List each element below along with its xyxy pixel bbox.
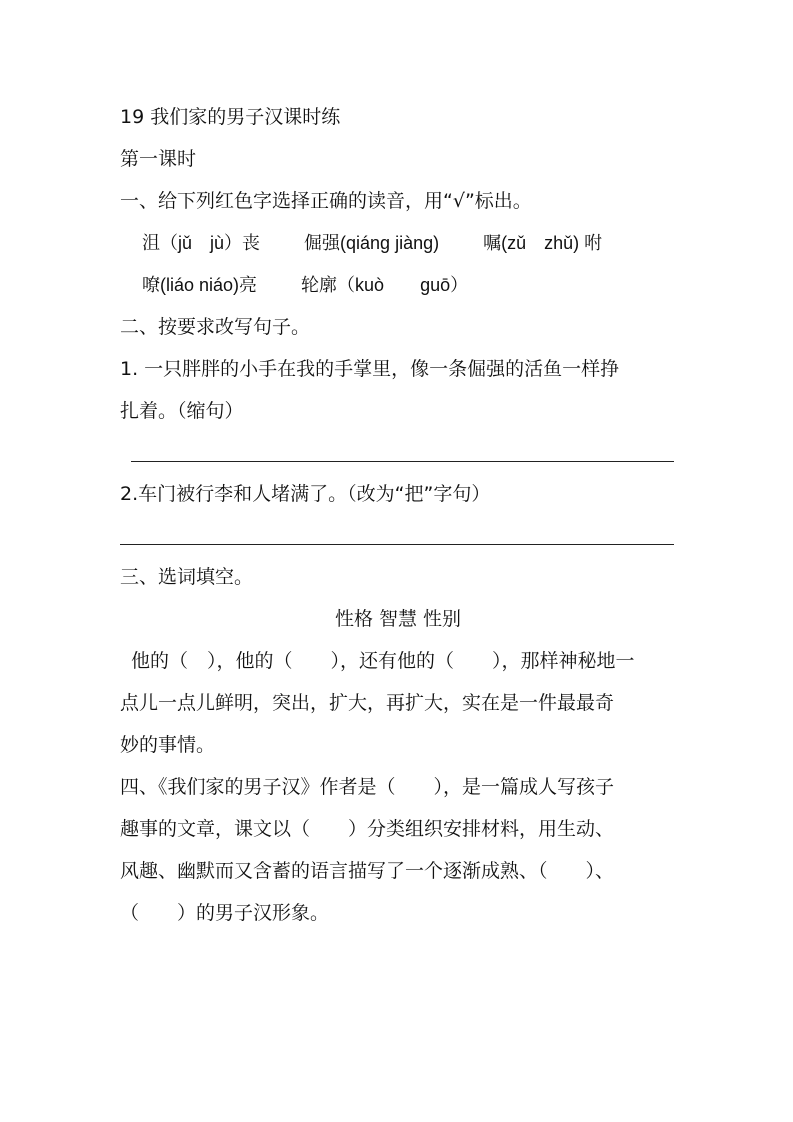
q2-sentence-1-line-1: 1. 一只胖胖的小手在我的手掌里，像一条倔强的活鱼一样挣 bbox=[120, 358, 620, 380]
lesson-label: 第一课时 bbox=[120, 148, 197, 170]
q1-row-1 bbox=[142, 230, 698, 256]
q1-item-lunkuo: 轮廓（kuò guō） bbox=[301, 275, 469, 295]
q1-item-jusang: 沮（jǔ jù）丧 bbox=[142, 233, 261, 253]
q4-line-4: （ ）的男子汉形象。 bbox=[120, 902, 330, 924]
q3-passage-line-2: 点儿一点儿鲜明，突出，扩大，再扩大，实在是一件最最奇 bbox=[120, 692, 615, 714]
page-title: 19 我们家的男子汉课时练 bbox=[120, 106, 341, 128]
q2-sentence-1-line-2: 扎着。（缩句） bbox=[120, 400, 244, 422]
answer-line-1[interactable] bbox=[131, 461, 674, 462]
q1-item-zhufu: 嘱(zǔ zhǔ) 咐 bbox=[483, 233, 603, 253]
q3-passage-line-1: 他的（ ），他的（ ），还有他的（ ），那样神秘地一 bbox=[131, 650, 635, 672]
q1-item-juejiang: 倔强(qiánɡ jiàng) bbox=[304, 233, 440, 253]
q1-heading: 一、给下列红色字选择正确的读音，用“√”标出。 bbox=[120, 190, 532, 212]
q3-word-bank: 性格 智慧 性别 bbox=[334, 608, 462, 630]
q2-sentence-2: 2.车门被行李和人堵满了。（改为“把”字句） bbox=[120, 483, 491, 505]
q2-heading: 二、按要求改写句子。 bbox=[120, 316, 311, 338]
q4-line-3: 风趣、幽默而又含蓄的语言描写了一个逐渐成熟、（ ）、 bbox=[120, 860, 615, 882]
q1-row-2 bbox=[142, 272, 698, 298]
q4-line-2: 趣事的文章，课文以（ ）分类组织安排材料，用生动、 bbox=[120, 818, 615, 840]
q3-heading: 三、选词填空。 bbox=[120, 566, 254, 588]
q1-item-liaoliang: 嘹(liáo niáo)亮 bbox=[142, 275, 258, 295]
q4-line-1: 四、《我们家的男子汉》作者是（ ），是一篇成人写孩子 bbox=[120, 776, 615, 798]
q3-passage-line-3: 妙的事情。 bbox=[120, 734, 216, 756]
answer-line-2[interactable] bbox=[120, 544, 674, 545]
